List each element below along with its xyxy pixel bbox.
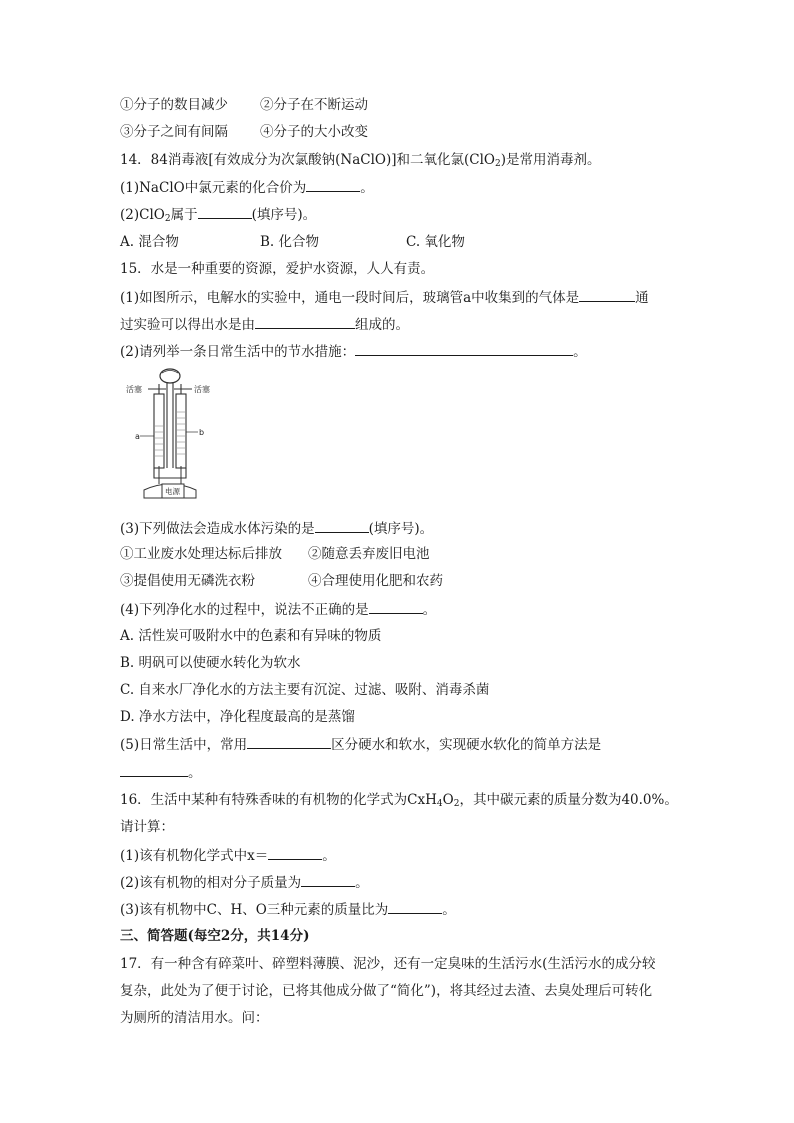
q14-option-a: A. 混合物 — [120, 234, 179, 250]
q16-stem-text-o: O — [442, 792, 454, 808]
section-3-title: 三、简答题(每空2分，共14分) — [120, 928, 310, 944]
q16-part-2-text: (2)该有机物的相对分子质量为 — [120, 875, 302, 891]
q14-part-1-end: 。 — [360, 180, 374, 196]
q17-line-2: 复杂，此处为了便于讨论，已将其他成分做了“简化”)，将其经过去渣、去臭处理后可转化 — [120, 983, 653, 999]
q14-part-2 — [120, 204, 316, 229]
tube-b — [176, 394, 186, 468]
q16-stem-text: 16．生活中某种有特殊香味的有机物的化学式为CxH — [120, 792, 437, 808]
q15-part-3-option-3: ③提倡使用无磷洗衣粉 — [120, 573, 255, 589]
label-b: b — [199, 428, 205, 437]
q15-part-4-option-a: A. 活性炭可吸附水中的色素和有异味的物质 — [120, 628, 382, 644]
q15-part-1-line-2 — [120, 314, 409, 335]
q15-part-3-options-row-2 — [120, 571, 443, 591]
q15-part-1-blank-1[interactable] — [579, 287, 635, 302]
q15-part-1-text-d: 组成的。 — [355, 317, 409, 333]
q15-part-4-option-c: C. 自来水厂净化水的方法主要有沉淀、过滤、吸附、消毒杀菌 — [120, 682, 490, 698]
q14-part-2-text: (2)ClO — [120, 207, 165, 223]
q15-part-5-end: 。 — [188, 765, 202, 781]
q17-line-3: 为厕所的清洁用水。问： — [120, 1010, 269, 1026]
q13-option-2: ②分子在不断运动 — [260, 97, 368, 113]
q16-part-2 — [120, 872, 369, 893]
q15-part-4-text: (4)下列净化水的过程中，说法不正确的是 — [120, 602, 369, 618]
q14-part-1-blank[interactable] — [306, 177, 360, 192]
q13-options-row-2 — [120, 122, 368, 142]
q13-option-1: ①分子的数目减少 — [120, 97, 228, 113]
q15-part-2 — [120, 341, 587, 362]
q15-part-2-blank[interactable] — [355, 341, 573, 356]
q14-part-1 — [120, 177, 374, 198]
q16-stem-subscript-o: 2 — [453, 799, 460, 809]
q15-part-1-line-1 — [120, 287, 649, 308]
q15-part-2-text: (2)请列举一条日常生活中的节水措施： — [120, 344, 356, 360]
q16-part-2-blank[interactable] — [301, 872, 355, 887]
q15-stem: 15．水是一种重要的资源，爱护水资源，人人有责。 — [120, 261, 435, 277]
q16-stem-2: 请计算： — [120, 819, 174, 835]
q16-part-3-blank[interactable] — [388, 899, 442, 914]
q16-stem — [120, 790, 678, 814]
q14-stem-text-end: )是常用消毒剂。 — [500, 152, 601, 168]
q15-part-3-options-row-1 — [120, 544, 430, 564]
label-power-source: 电源 — [165, 487, 180, 496]
q15-part-3-option-4: ④合理使用化肥和农药 — [308, 573, 443, 589]
q16-part-1-blank[interactable] — [268, 845, 322, 860]
q14-part-2-blank[interactable] — [198, 204, 252, 219]
q15-part-3-option-2: ②随意丢弃废旧电池 — [308, 546, 430, 562]
q15-part-3-option-1: ①工业废水处理达标后排放 — [120, 546, 282, 562]
q16-part-2-end: 。 — [355, 875, 369, 891]
q15-part-3 — [120, 518, 433, 539]
q14-part-1-text: (1)NaClO中氯元素的化合价为 — [120, 180, 307, 196]
q15-part-1-text-b: 通 — [635, 290, 649, 306]
q15-part-3-blank[interactable] — [315, 518, 369, 533]
q15-part-5-blank-2[interactable] — [120, 762, 188, 777]
label-stopcock-right: 活塞 — [194, 385, 210, 394]
q15-part-1-text-c: 过实验可以得出水是由 — [120, 317, 255, 333]
q14-stem-subscript: 2 — [494, 159, 501, 169]
q13-option-4: ④分子的大小改变 — [260, 124, 368, 140]
funnel-rim — [162, 371, 178, 374]
tube-a — [154, 394, 164, 468]
q17-line-1: 17．有一种含有碎菜叶、碎塑料薄膜、泥沙，还有一定臭味的生活污水(生活污水的成分较 — [120, 956, 656, 972]
q15-part-4 — [120, 599, 436, 620]
q15-part-4-option-b: B. 明矾可以使硬水转化为软水 — [120, 655, 301, 671]
q13-option-3: ③分子之间有间隔 — [120, 124, 228, 140]
q16-part-1-text: (1)该有机物化学式中x＝ — [120, 848, 269, 864]
q15-part-3-text: (3)下列做法会造成水体污染的是 — [120, 521, 315, 537]
q16-part-3-end: 。 — [442, 902, 456, 918]
q16-part-3-text: (3)该有机物中C、H、O三种元素的质量比为 — [120, 902, 389, 918]
q14-part-2-subscript: 2 — [164, 214, 171, 224]
q14-options — [120, 232, 465, 252]
q15-part-3-end: (填序号)。 — [368, 521, 434, 537]
q15-part-5-line-2 — [120, 762, 202, 783]
q15-part-4-end: 。 — [422, 602, 437, 618]
q14-stem-text: 14．84消毒液[有效成分为次氯酸钠(NaClO)]和二氧化氯(ClO — [120, 152, 495, 168]
q13-options-row-1 — [120, 95, 368, 115]
q15-part-1-text: (1)如图所示，电解水的实验中，通电一段时间后，玻璃管a中收集到的气体是 — [120, 290, 580, 306]
q15-part-5-text-b: 区分硬水和软水，实现硬水软化的简单方法是 — [331, 737, 602, 753]
q15-part-5-text: (5)日常生活中，常用 — [120, 737, 248, 753]
water-hatching — [155, 412, 185, 456]
q16-part-1 — [120, 845, 336, 866]
q16-part-1-end: 。 — [322, 848, 336, 864]
q15-part-5-blank-1[interactable] — [247, 734, 331, 749]
q15-part-5-line-1 — [120, 734, 601, 755]
q15-part-1-blank-2[interactable] — [255, 314, 355, 329]
q16-part-3 — [120, 899, 456, 920]
q15-part-2-end: 。 — [573, 344, 587, 360]
funnel-bulb — [160, 369, 180, 383]
q15-part-4-option-d: D. 净水方法中，净化程度最高的是蒸馏 — [120, 709, 355, 725]
q16-stem-subscript-h: 4 — [436, 799, 443, 809]
label-a: a — [135, 432, 140, 441]
q14-stem — [120, 150, 601, 174]
label-stopcock-left: 活塞 — [126, 385, 142, 394]
q16-stem-text-end: ，其中碳元素的质量分数为40.0%。 — [459, 792, 678, 808]
q14-option-b: B. 化合物 — [260, 234, 320, 250]
q14-option-c: C. 氧化物 — [406, 234, 465, 250]
q15-part-4-blank[interactable] — [369, 599, 423, 614]
q14-part-2-end: (填序号)。 — [251, 207, 317, 223]
q14-part-2-text-b: 属于 — [170, 207, 198, 223]
electrolysis-apparatus-figure — [126, 366, 226, 506]
